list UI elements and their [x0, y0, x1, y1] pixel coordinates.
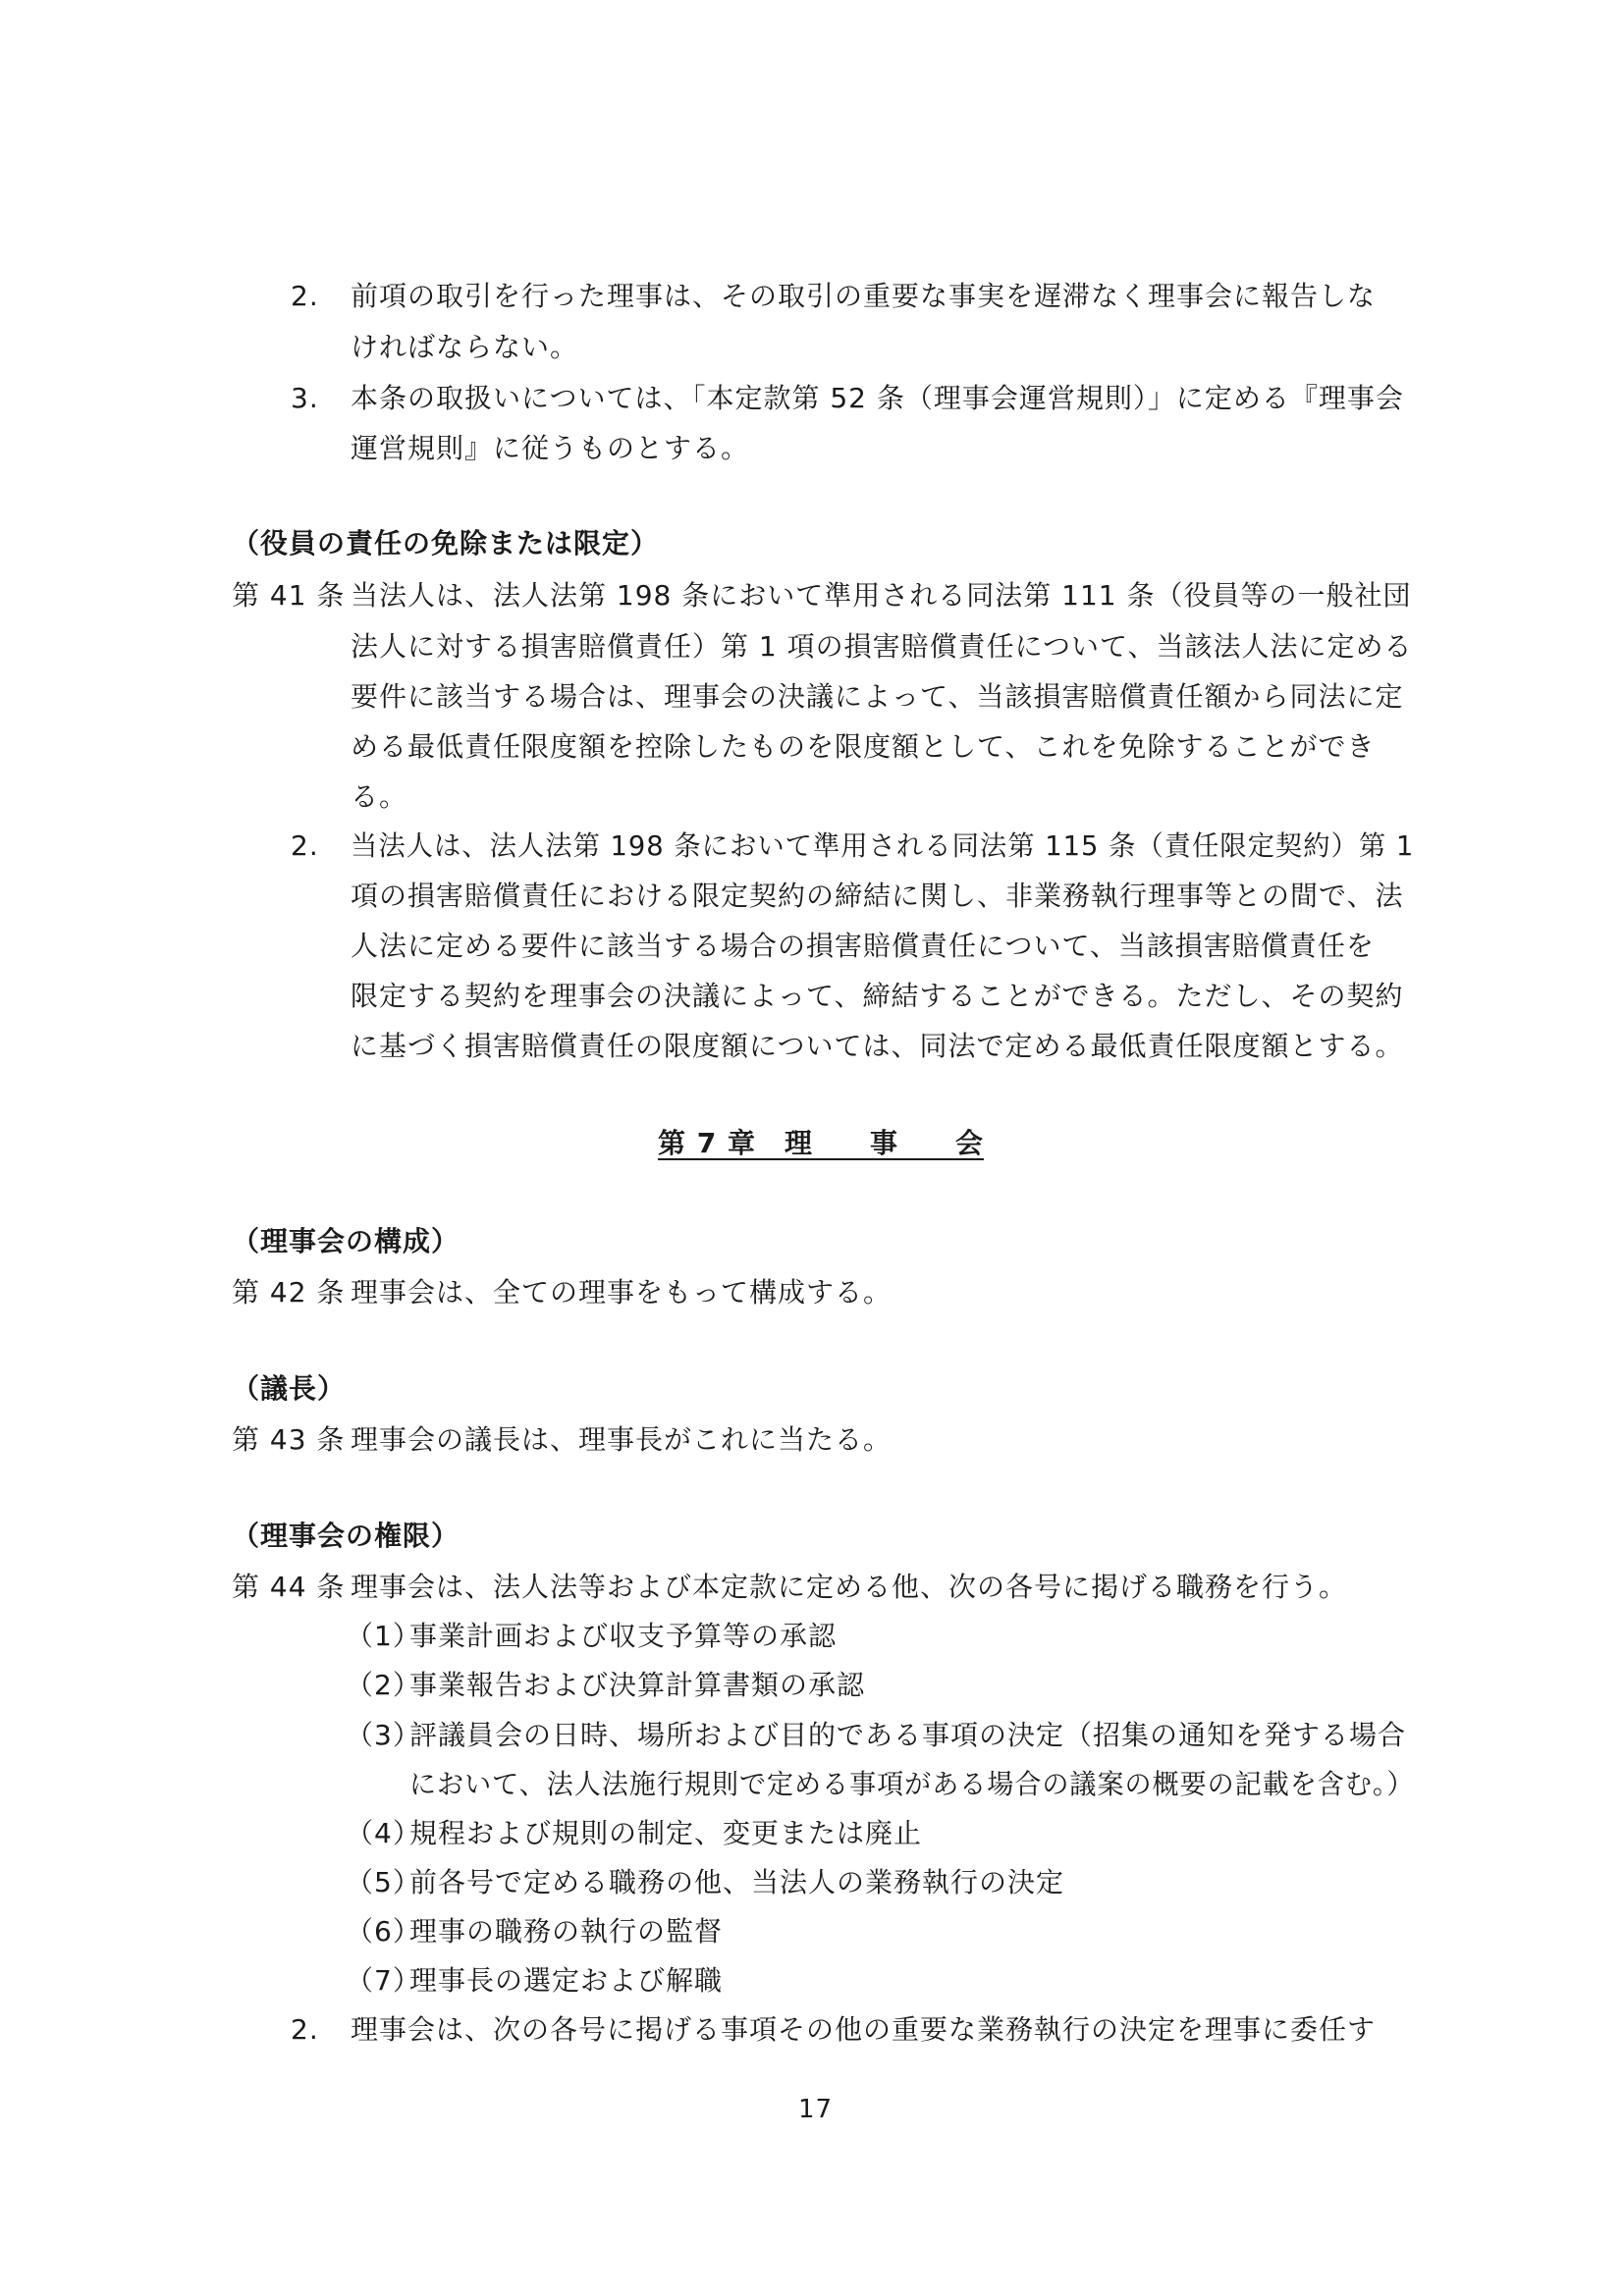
list-item-text: 規程および規則の制定、変更または廃止: [409, 1817, 923, 1849]
art41-p2-line5: に基づく損害賠償責任の限度額については、同法で定める最低責任限度額とする。: [351, 1030, 1404, 1062]
art41-p2-line1: 当法人は、法人法第 198 条において準用される同法第 115 条（責任限定契約）第 1: [351, 829, 1415, 862]
art41-p2-num: 2.: [291, 829, 319, 862]
list-item-num: （6）: [346, 1915, 421, 1948]
list-item-num: （7）: [346, 1964, 421, 1997]
art43-label: 第 43 条: [232, 1423, 346, 1456]
art41-line1: 当法人は、法人法第 198 条において準用される同法第 111 条（役員等の一般社団: [351, 579, 1412, 612]
art41-line3: 要件に該当する場合は、理事会の決議によって、当該損害賠償責任額から同法に定: [351, 680, 1404, 713]
art43-text: 理事会の議長は、理事長がこれに当たる。: [351, 1423, 893, 1456]
art41-p2-line3: 人法に定める要件に該当する場合の損害賠償責任について、当該損害賠償責任を: [351, 930, 1375, 962]
list-item-num: （4）: [346, 1817, 421, 1849]
art41-line2: 法人に対する損害賠償責任）第 1 項の損害賠償責任について、当該法人法に定める: [351, 630, 1413, 663]
art42-text: 理事会は、全ての理事をもって構成する。: [351, 1276, 893, 1308]
art44-p2-num: 2.: [291, 2013, 319, 2046]
list-item-continuation: において、法人法施行規則で定める事項がある場合の議案の概要の記載を含む。）: [409, 1768, 1415, 1800]
art41-line5: る。: [351, 780, 408, 813]
list-item-text: 理事長の選定および解職: [409, 1964, 724, 1997]
art41-p2-line4: 限定する契約を理事会の決議によって、締結することができる。ただし、その契約: [351, 980, 1404, 1012]
list-item-text: 前各号で定める職務の他、当法人の業務執行の決定: [409, 1866, 1065, 1898]
art40-p3-line1: 本条の取扱いについては、「本定款第 52 条（理事会運営規則）」に定める『理事会: [351, 382, 1404, 414]
list-item-num: （2）: [346, 1669, 421, 1701]
art41-p2-line2: 項の損害賠償責任における限定契約の締結に関し、非業務執行理事等との間で、法: [351, 880, 1404, 912]
list-item-num: （1）: [346, 1620, 421, 1652]
list-item-text: 事業報告および決算計算書類の承認: [409, 1669, 866, 1701]
art44-label: 第 44 条: [232, 1571, 346, 1603]
list-item-text: 事業計画および収支予算等の承認: [409, 1620, 838, 1652]
list-item-text: 評議員会の日時、場所および目的である事項の決定（招集の通知を発する場合: [409, 1719, 1407, 1751]
art41-label: 第 41 条: [232, 579, 346, 612]
art40-p2-num: 2.: [291, 280, 319, 312]
art42-label: 第 42 条: [232, 1276, 346, 1308]
list-item-num: （5）: [346, 1866, 421, 1898]
list-item-text: 理事の職務の執行の監督: [409, 1915, 724, 1948]
art40-p3-line2: 運営規則』に従うものとする。: [351, 432, 750, 464]
art40-p3-num: 3.: [291, 382, 319, 414]
art40-p2-line2: ければならない。: [351, 331, 579, 363]
list-item-num: （3）: [346, 1719, 421, 1751]
chapter-title: 第 7 章 理 事 会: [658, 1127, 984, 1159]
art42-heading: （理事会の構成）: [232, 1225, 460, 1257]
page-number: 17: [798, 2095, 834, 2124]
art43-heading: （議長）: [232, 1372, 347, 1405]
art41-line4: める最低責任限度額を控除したものを限度額として、これを免除することができ: [351, 730, 1376, 763]
art41-heading: （役員の責任の免除または限定）: [232, 527, 660, 560]
art44-p2-line1: 理事会は、次の各号に掲げる事項その他の重要な業務執行の決定を理事に委任す: [351, 2013, 1377, 2046]
art40-p2-line1: 前項の取引を行った理事は、その取引の重要な事実を遅滞なく理事会に報告しな: [351, 280, 1377, 312]
art44-heading: （理事会の権限）: [232, 1520, 460, 1552]
art44-text: 理事会は、法人法等および本定款に定める他、次の各号に掲げる職務を行う。: [351, 1571, 1348, 1603]
